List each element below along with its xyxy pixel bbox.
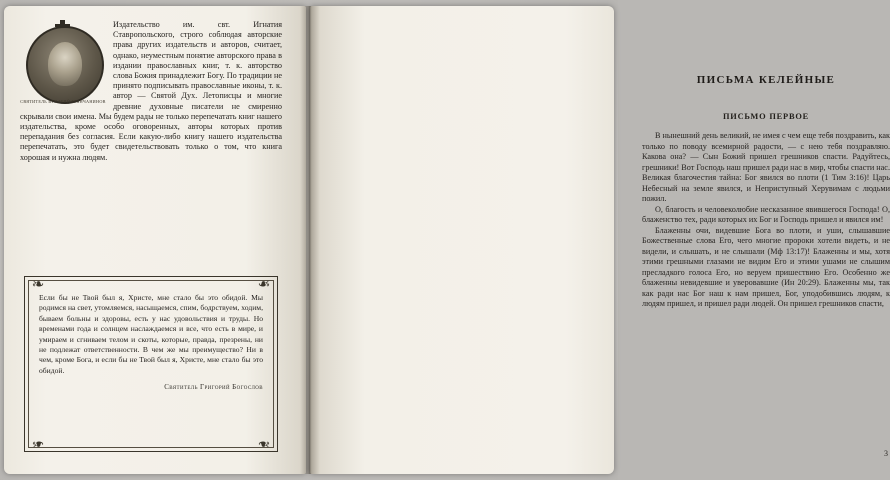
ornament-corner-icon: ❧ <box>257 435 271 451</box>
medallion-ring-caption <box>20 20 106 106</box>
medallion-caption-text: СВЯТИТЕЛЬ ИГНАТИЙ БРЯНЧАНИНОВ <box>20 99 106 104</box>
page-number: 3 <box>884 449 888 458</box>
left-page-content <box>20 20 282 460</box>
letter-body <box>642 131 890 310</box>
saint-portrait-medallion-icon <box>20 20 106 106</box>
quote-text: Если бы не Твой был я, Христе, мне стало бы это обидой. Мы родимся на свет, утомляемся, насыщаемся, спим, бодрствуем, ходим, бываем больны и здоровы, есть у нас удовольствия и труды. Но временами года и солнцем наслаждаемся и все, что есть в мире, и умираем и сгниваем телом и скоты, которые, правда, презрены, ни не подлежат ответственности. В чем же мы преимущество? Ни в чем, кроме Бога, и если бы не Твой был я, Христе, мне стало бы это обидой. <box>39 293 263 375</box>
publisher-note-text: Издательство им. свт. Игнатия Ставропольского, строго соблюдая авторские права других издательств и авторов, считает, однако, неуместным понятие авторского права в издании православных книг, т. к. авторство слова Божия принадлежит Богу. По традиции не принято подписывать православные иконы, т. к. автор — Святой Дух. Летописцы и многие древние духовные писатели не смиренно скрывали свои имена. Мы будем рады не только перепечатать книг нашего издательства, кроме особо оговоренных, авторы которых против перепадания без согласия. Если какую-либо книгу нашего издательства перепечатать, это будет свидетельствовать только о том, что книга хорошая и нужна людям. <box>20 20 282 162</box>
open-book <box>4 6 890 474</box>
section-title: ПИСЬМО ПЕРВОЕ <box>722 112 810 121</box>
quote-body <box>39 293 263 376</box>
letter-paragraph: Блаженны очи, видевшие Бога во плоти, и уши, слышавшие Божественные слова Его, чего многие пророки хотели видеть, и не видели, и слышать, и не слышали (Мф 13:17)! Блаженны и мы, хотя этими грешными глазами не видим Его и этими ушами не слышим пресладкого голоса Его, но веруем пришествию Его. Особенно же блаженны невидевшие и уверовавшие (Ин 20:29). Блаженны мы, так как ради нас Бог наш к нам пришел, Бог, уподобившись людям, к людям пришел, и пришел ради людей. Он пришел грешников спасти, <box>642 225 890 308</box>
letter-paragraph: В нынешний день великий, не имея с чем еще тебя поздравить, как только по поводу всемирной радости, — с нею тебя поздравляю. Какова она? — Сын Божий пришел грешников спасти. Радуйтесь, грешники! Вот Господь наш пришел ради нас в мир, чтобы спасти нас. Великая благочестия тайна: Бог явился во плоти (1 Тим 3:16)! Царь Небесный на земле явился, и Неприступный Херувимам с людьми пожил. <box>642 131 890 203</box>
chapter-title: ПИСЬМА КЕЛЕЙНЫЕ <box>696 74 836 86</box>
book-page-right <box>310 6 890 474</box>
ornament-corner-icon: ❧ <box>257 277 271 293</box>
right-page-content <box>642 20 890 460</box>
quote-attribution: Святитель Григорий Богослов <box>164 383 263 392</box>
book-page-left <box>4 6 306 474</box>
quote-frame <box>24 276 278 452</box>
ornament-corner-icon: ❧ <box>31 277 45 293</box>
ornament-corner-icon: ❧ <box>31 435 45 451</box>
letter-paragraph: О, благость и человеколюбие несказанное явившегося Господа! О, блаженство тех, ради которых их Бог и Господь пришел и явился им! <box>642 204 890 224</box>
